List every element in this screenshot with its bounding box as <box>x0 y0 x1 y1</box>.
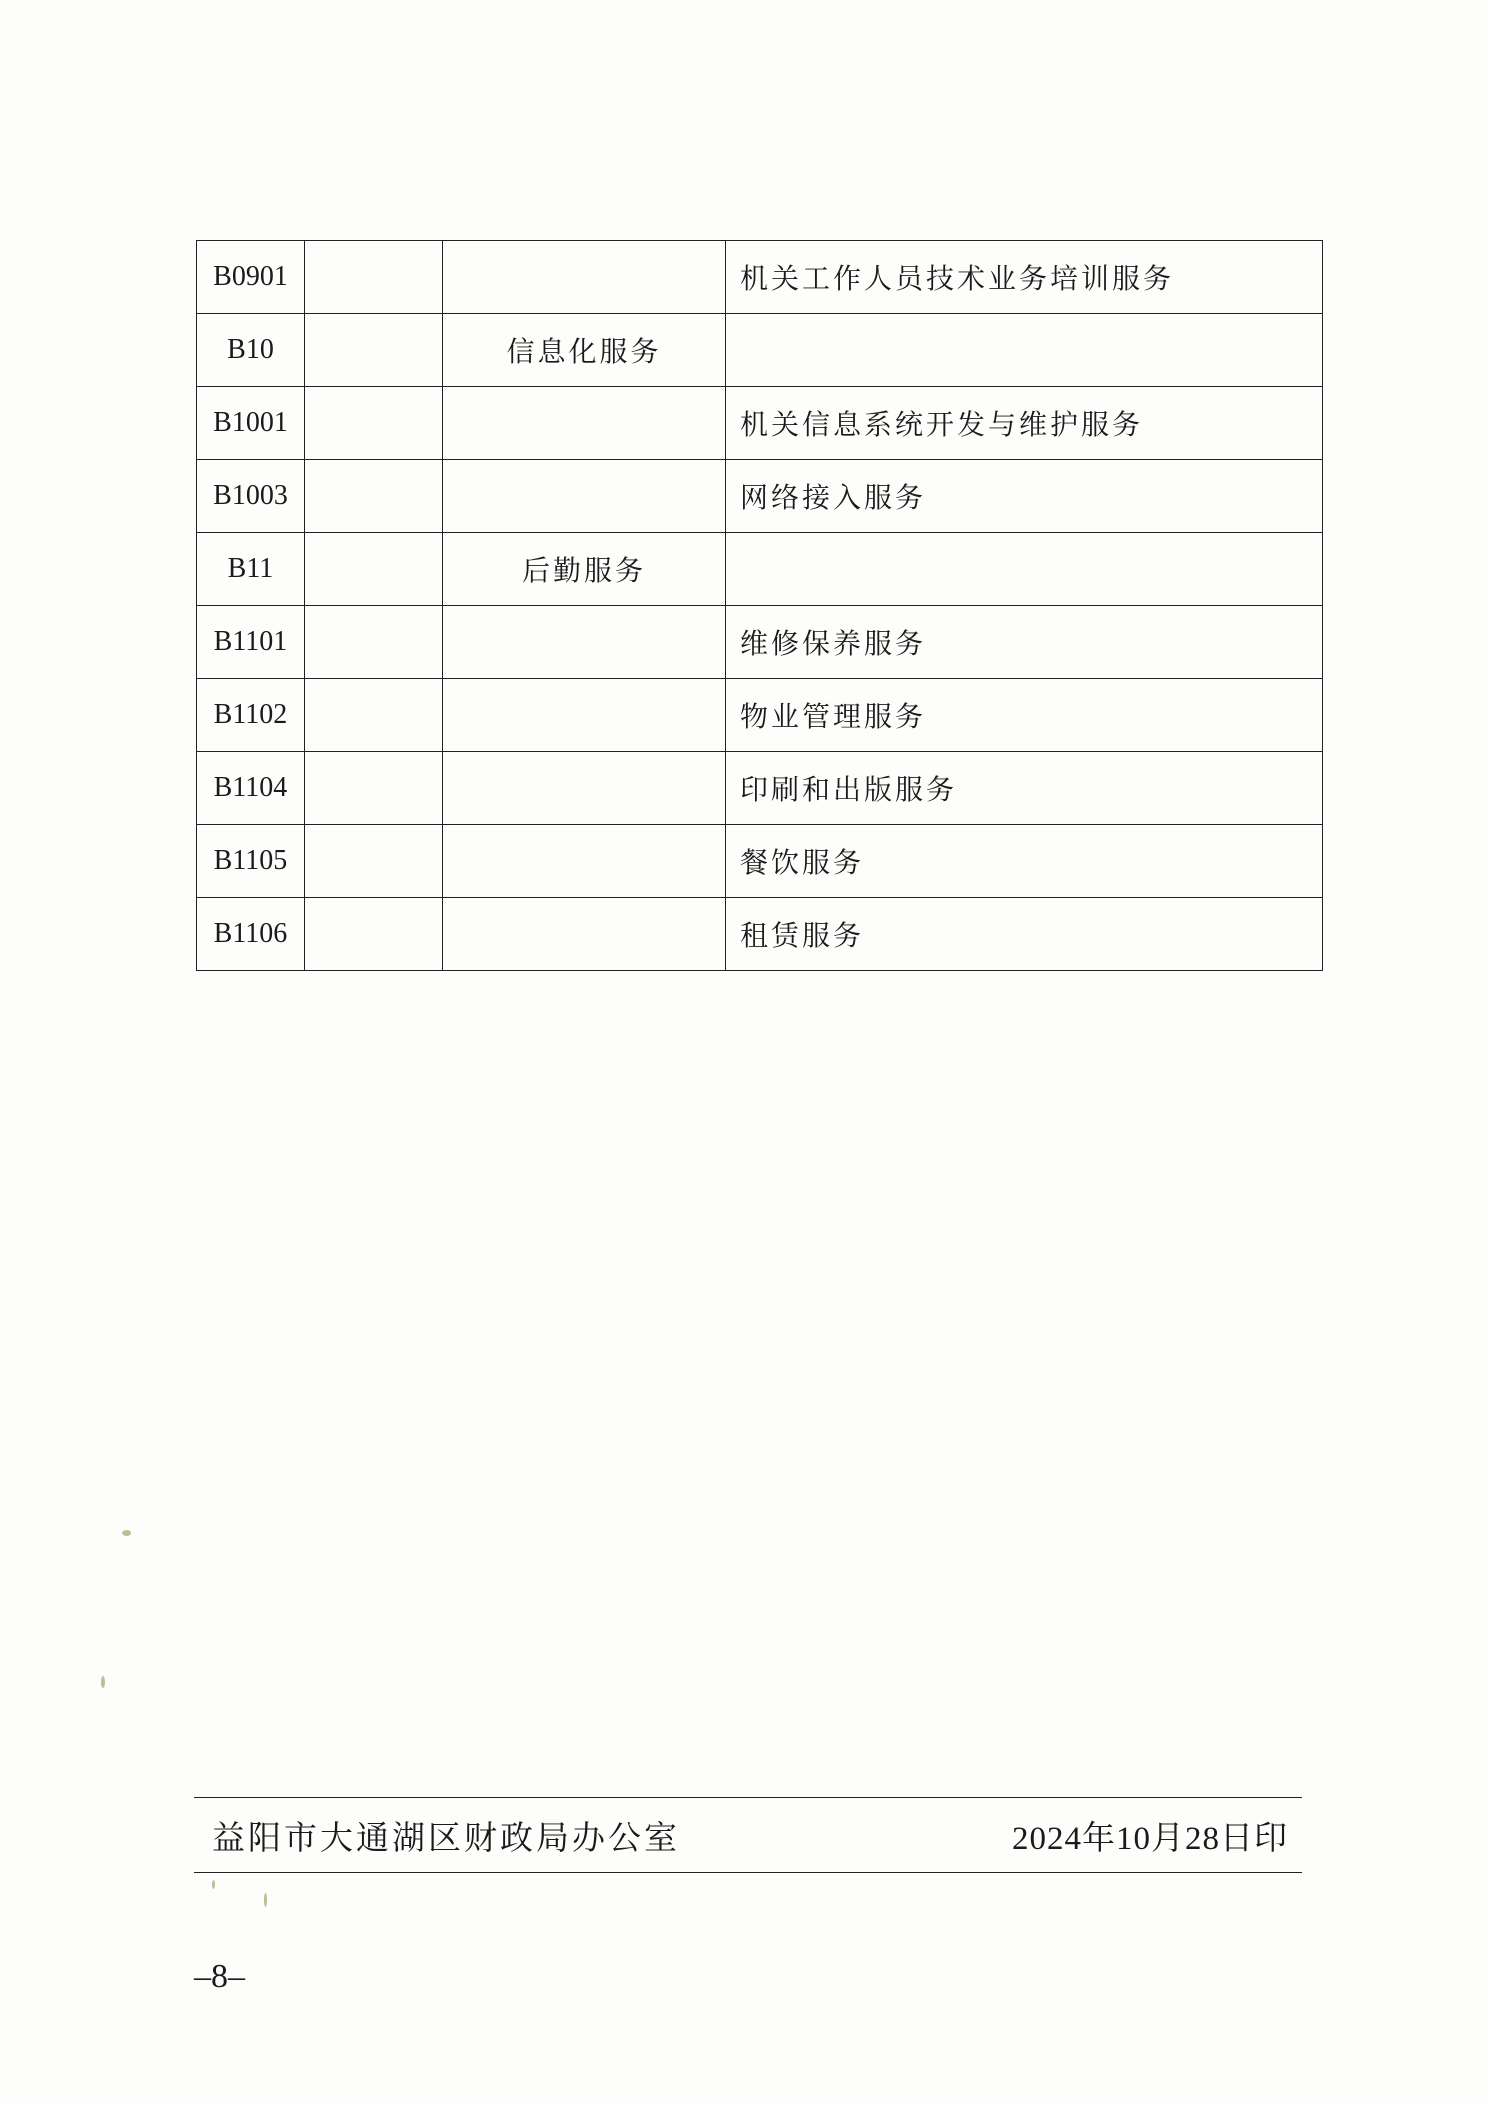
footer-rule-top <box>194 1797 1302 1798</box>
row-level2 <box>443 679 726 752</box>
table-row <box>197 606 1323 679</box>
row-level1 <box>305 241 443 314</box>
row-level3 <box>726 314 1323 387</box>
row-level2 <box>443 752 726 825</box>
row-level2 <box>443 825 726 898</box>
row-level1 <box>305 825 443 898</box>
issuer-name: 益阳市大通湖区财政局办公室 <box>212 1818 680 1857</box>
table-row <box>197 460 1323 533</box>
row-level3: 物业管理服务 <box>726 679 1323 752</box>
row-level1 <box>305 533 443 606</box>
row-level3: 机关信息系统开发与维护服务 <box>726 387 1323 460</box>
row-level2 <box>443 898 726 971</box>
row-level3: 机关工作人员技术业务培训服务 <box>726 241 1323 314</box>
table-row <box>197 533 1323 606</box>
service-catalog-table <box>196 240 1323 971</box>
row-level2 <box>443 387 726 460</box>
row-level1 <box>305 752 443 825</box>
row-code: B1001 <box>197 387 305 460</box>
row-level3: 餐饮服务 <box>726 825 1323 898</box>
row-level3: 租赁服务 <box>726 898 1323 971</box>
row-code: B1101 <box>197 606 305 679</box>
row-code: B1105 <box>197 825 305 898</box>
row-level3: 网络接入服务 <box>726 460 1323 533</box>
scan-speck <box>212 1880 215 1889</box>
row-code: B1102 <box>197 679 305 752</box>
table-row <box>197 241 1323 314</box>
scan-speck <box>101 1676 105 1688</box>
row-code: B10 <box>197 314 305 387</box>
row-level2: 后勤服务 <box>443 533 726 606</box>
row-code: B1104 <box>197 752 305 825</box>
row-level2 <box>443 241 726 314</box>
row-level2 <box>443 606 726 679</box>
row-code: B1003 <box>197 460 305 533</box>
scan-speck <box>122 1530 131 1536</box>
table-row <box>197 825 1323 898</box>
row-level2: 信息化服务 <box>443 314 726 387</box>
row-code: B1106 <box>197 898 305 971</box>
row-level1 <box>305 387 443 460</box>
row-level1 <box>305 606 443 679</box>
footer-rule-bottom <box>194 1872 1302 1873</box>
row-level3: 维修保养服务 <box>726 606 1323 679</box>
row-level1 <box>305 898 443 971</box>
row-level3 <box>726 533 1323 606</box>
table-row <box>197 752 1323 825</box>
row-level1 <box>305 314 443 387</box>
row-level1 <box>305 460 443 533</box>
page-number: –8– <box>194 1958 245 1995</box>
row-level2 <box>443 460 726 533</box>
scan-speck <box>264 1893 267 1907</box>
row-level1 <box>305 679 443 752</box>
row-level3: 印刷和出版服务 <box>726 752 1323 825</box>
print-date: 2024年10月28日印 <box>1012 1821 1288 1857</box>
table-row <box>197 898 1323 971</box>
table-row <box>197 314 1323 387</box>
table-row <box>197 679 1323 752</box>
row-code: B0901 <box>197 241 305 314</box>
table-row <box>197 387 1323 460</box>
row-code: B11 <box>197 533 305 606</box>
